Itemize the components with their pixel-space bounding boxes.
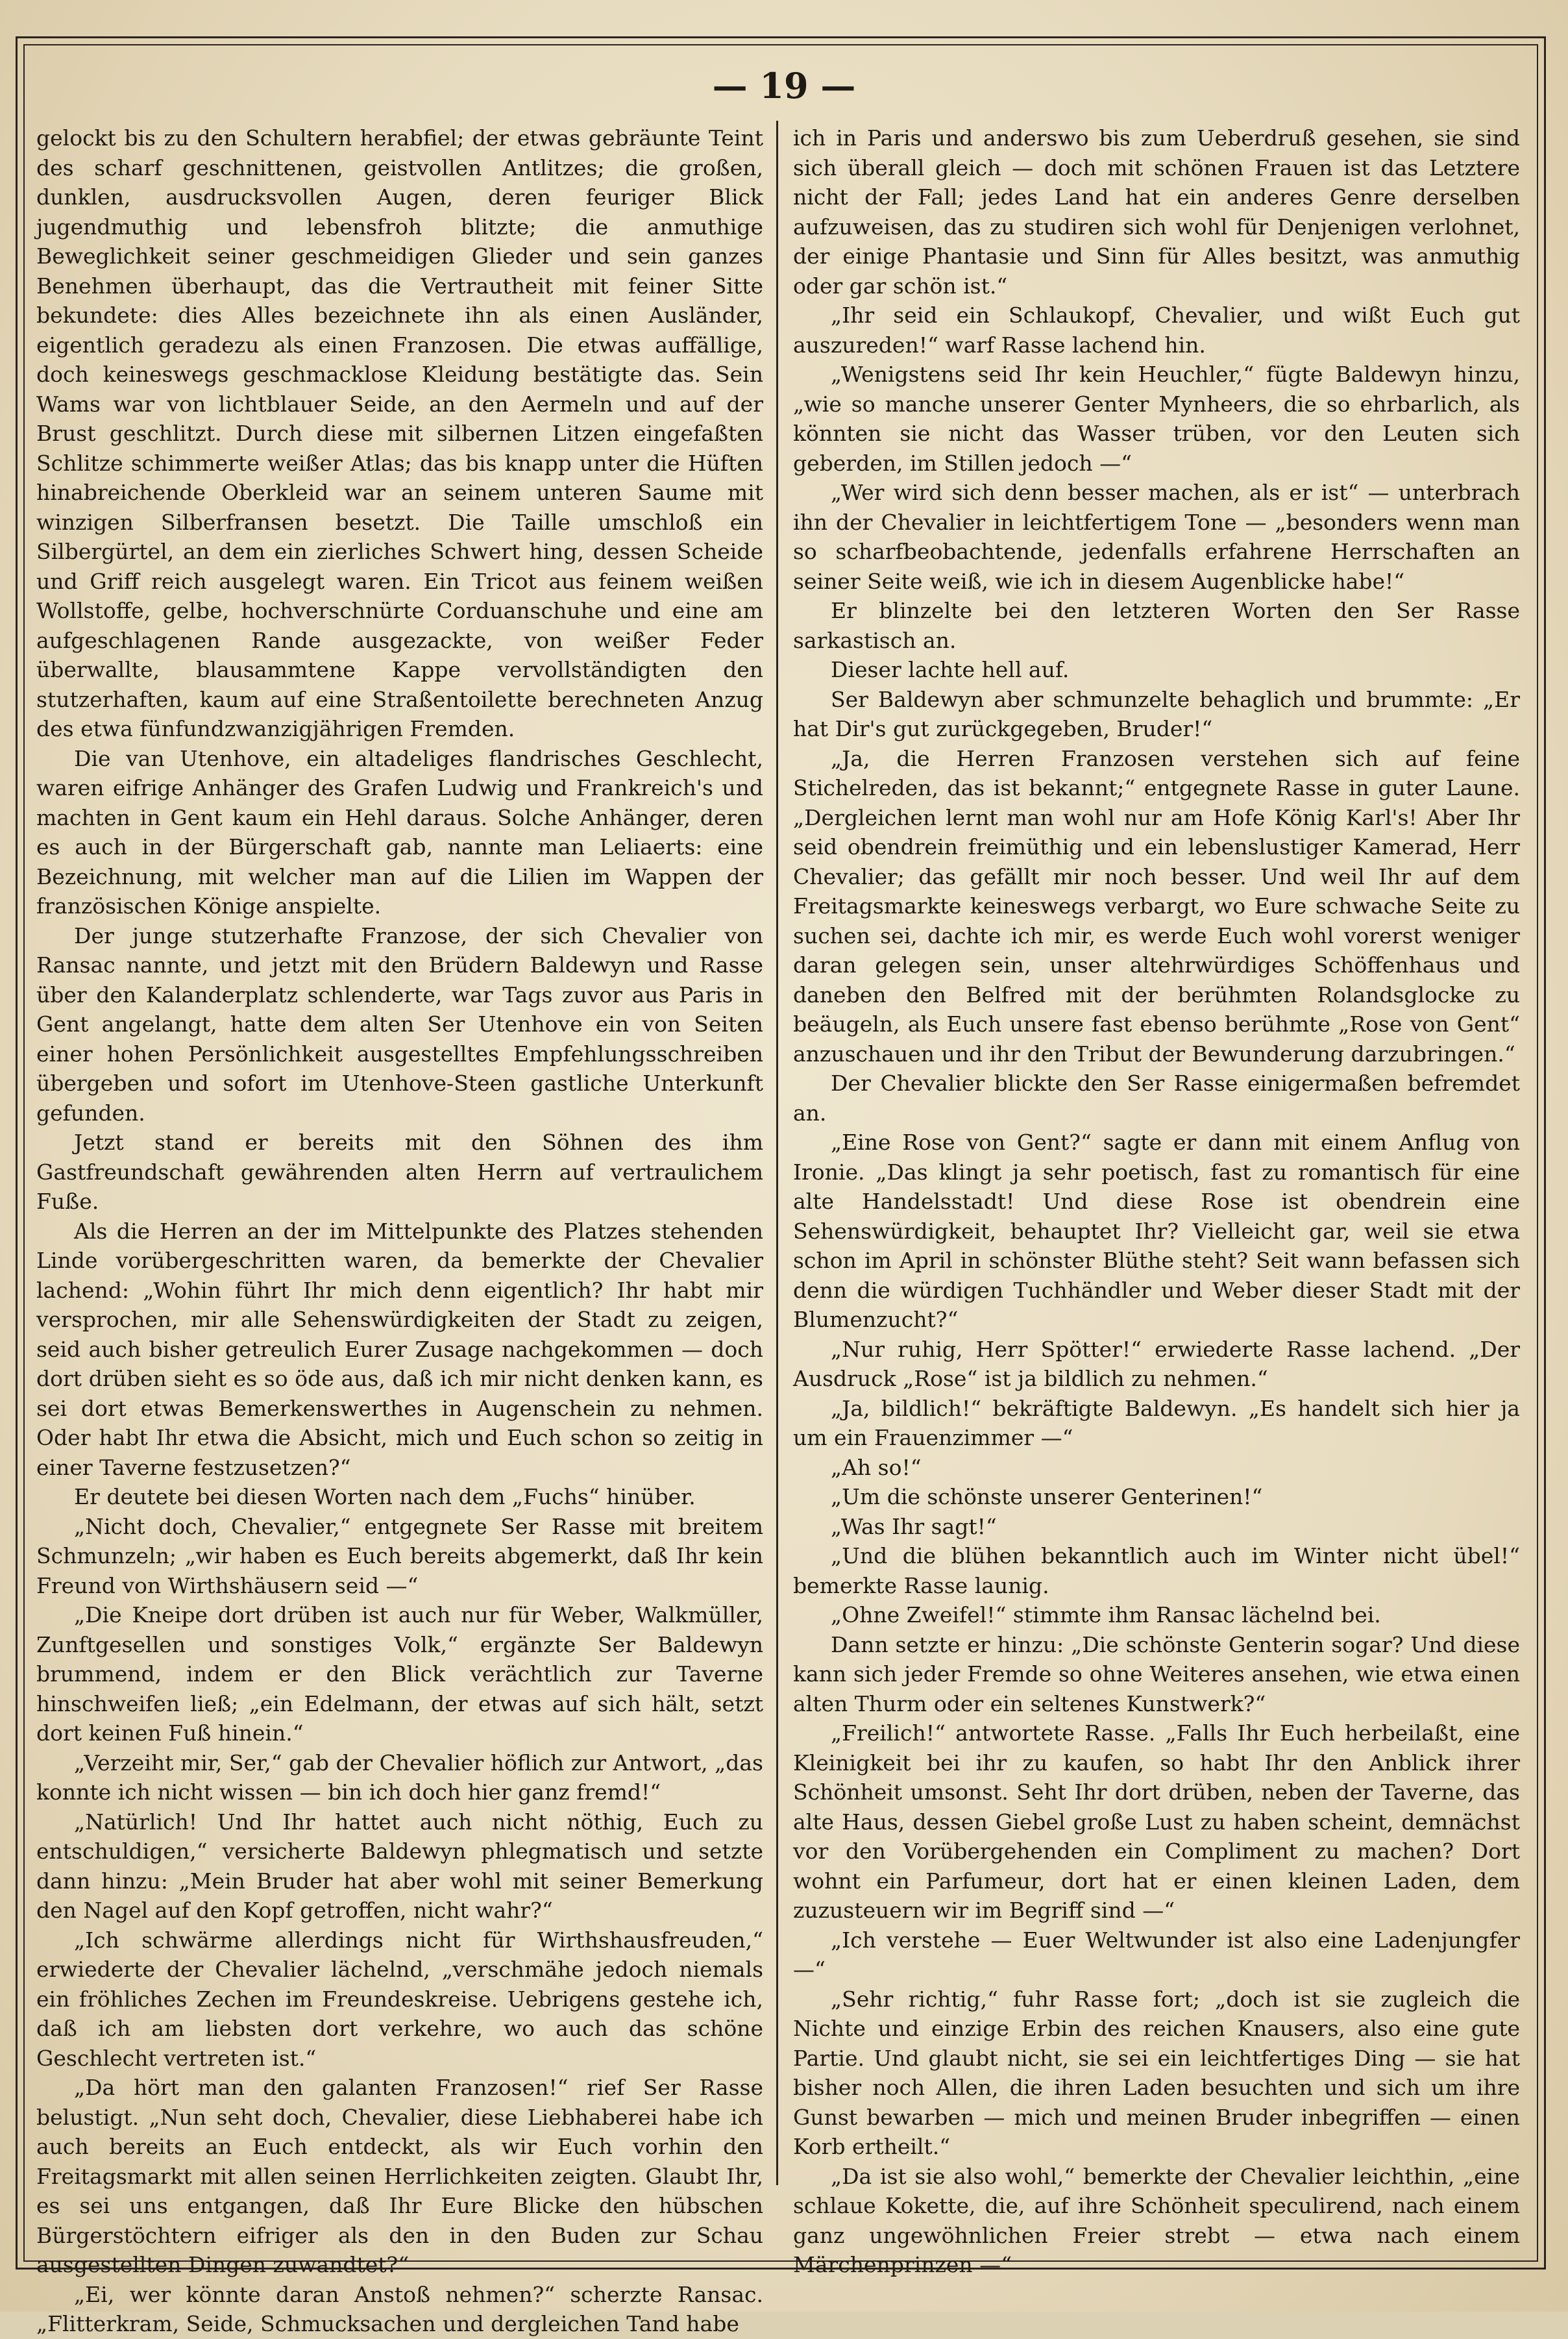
paragraph: „Nicht doch, Chevalier,“ entgegnete Ser Rasse mit breitem Schmunzeln; „wir haben es Euch bereits abgemerkt, daß Ihr kein Freund von Wirthshäusern seid —“ bbox=[36, 1513, 763, 1598]
paragraph: „Freilich!“ antwortete Rasse. „Falls Ihr Euch herbeilaßt, eine Kleinigkeit bei ihr zu kaufen, so habt Ihr den Anblick ihrer Schönheit umsonst. Seht Ihr dort drüben, neben der Taverne, das alte Haus, dessen Giebel große Lust zu haben scheint, demnächst vor den Vorübergehenden ein Compliment zu machen? Dort wohnt ein Parfumeur, dort hat er einen kleinen Laden, dem zuzusteuern wir im Begriff sind —“ bbox=[793, 1720, 1520, 1923]
page-number: — 19 — bbox=[712, 65, 856, 106]
paragraph: „Ich schwärme allerdings nicht für Wirthshausfreuden,“ erwiederte der Chevalier lächelnd, „verschmähe jedoch niemals ein fröhliches Zechen im Freundeskreise. Uebrigens gestehe ich, daß ich am liebsten dort verkehre, wo auch das schöne Geschlecht vertreten ist.“ bbox=[36, 1927, 763, 2071]
paragraph: „Ja, bildlich!“ bekräftigte Baldewyn. „Es handelt sich hier ja um ein Frauenzimmer —“ bbox=[793, 1395, 1520, 1450]
paragraph: Er deutete bei diesen Worten nach dem „Fuchs“ hinüber. bbox=[74, 1484, 696, 1509]
paragraph: „Ei, wer könnte daran Anstoß nehmen?“ scherzte Ransac. „Flitterkram, Seide, Schmucksachen und dergleichen Tand habe bbox=[36, 2281, 763, 2336]
paragraph: ich in Paris und anderswo bis zum Ueberdruß gesehen, sie sind sich überall gleich — doch mit schönen Frauen ist das Letztere nicht der Fall; jedes Land hat ein anderes Genre derselben aufzuweisen, das zu studiren sich wohl für Denjenigen verlohnet, der einige Phantasie und Sinn für Alles besitzt, was anmuthig oder gar schön ist.“ bbox=[793, 125, 1520, 299]
paragraph: Dieser lachte hell auf. bbox=[831, 657, 1070, 682]
paragraph: „Wenigstens seid Ihr kein Heuchler,“ fügte Baldewyn hinzu, „wie so manche unserer Genter Mynheers, die so ehrbarlich, als könnten sie nicht das Wasser trüben, vor den Leuten sich geberden, im Stillen jedoch —“ bbox=[793, 362, 1520, 476]
paragraph: Die van Utenhove, ein altadeliges flandrisches Geschlecht, waren eifrige Anhänger des Grafen Ludwig und Frankreich's und machten in Gent kaum ein Hehl daraus. Solche Anhänger, deren es auch in der Bürgerschaft gab, nannte man Leliaerts: eine Bezeichnung, mit welcher man auf die Lilien im Wappen der französischen Könige anspielte. bbox=[36, 745, 763, 919]
paragraph: Ser Baldewyn aber schmunzelte behaglich und brummte: „Er hat Dir's gut zurückgegeben, Bruder!“ bbox=[793, 686, 1520, 741]
paragraph: „Natürlich! Und Ihr hattet auch nicht nöthig, Euch zu entschuldigen,“ versicherte Baldewyn phlegmatisch und setzte dann hinzu: „Mein Bruder hat aber wohl mit seiner Bemerkung den Nagel auf den Kopf getroffen, nicht wahr?“ bbox=[36, 1809, 763, 1923]
paragraph: Er blinzelte bei den letzteren Worten den Ser Rasse sarkastisch an. bbox=[793, 598, 1520, 653]
paragraph: Als die Herren an der im Mittelpunkte des Platzes stehenden Linde vorübergeschritten waren, da bemerkte der Chevalier lachend: „Wohin führt Ihr mich denn eigentlich? Ihr habt mir versprochen, mir alle Sehenswürdigkeiten der Stadt zu zeigen, seid auch bisher getreulich Eurer Zusage nachgekommen — doch dort drüben sieht es so öde aus, daß ich mir nicht denken kann, es sei dort etwas Bemerkenswerthes in Augenschein zu nehmen. Oder habt Ihr etwa die Absicht, mich und Euch schon so zeitig in einer Taverne festzusetzen?“ bbox=[36, 1218, 763, 1480]
paragraph: Dann setzte er hinzu: „Die schönste Genterin sogar? Und diese kann sich jeder Fremde so ohne Weiteres ansehen, wie etwa einen alten Thurm oder ein seltenes Kunstwerk?“ bbox=[793, 1631, 1520, 1716]
paragraph: „Ihr seid ein Schlaukopf, Chevalier, und wißt Euch gut auszureden!“ warf Rasse lachend hin. bbox=[793, 303, 1520, 358]
column-divider bbox=[776, 121, 778, 2185]
paragraph: „Sehr richtig,“ fuhr Rasse fort; „doch ist sie zugleich die Nichte und einzige Erbin des reichen Knausers, also eine gute Partie. Und glaubt nicht, sie sei ein leichtfertiges Ding — sie hat bisher noch Allen, die ihren Laden besuchten und sich um ihre Gunst bewarben — mich und meinen Bruder inbegriffen — einen Korb ertheilt.“ bbox=[793, 1986, 1520, 2159]
paragraph: „Ich verstehe — Euer Weltwunder ist also eine Ladenjungfer —“ bbox=[793, 1927, 1520, 1982]
paragraph: „Was Ihr sagt!“ bbox=[831, 1513, 997, 1539]
paragraph: „Ohne Zweifel!“ stimmte ihm Ransac lächelnd bei. bbox=[831, 1602, 1381, 1627]
right-column bbox=[793, 123, 1520, 2277]
paragraph: „Die Kneipe dort drüben ist auch nur für Weber, Walkmüller, Zunftgesellen und sonstiges Volk,“ ergänzte Ser Baldewyn brummend, indem er den Blick verächtlich zur Taverne hinschweifen ließ; „ein Edelmann, der etwas auf sich hält, setzt dort keinen Fuß hinein.“ bbox=[36, 1602, 763, 1746]
paragraph: „Ah so!“ bbox=[831, 1454, 922, 1480]
paragraph: „Wer wird sich denn besser machen, als er ist“ — unterbrach ihn der Chevalier in leichtfertigem Tone — „besonders wenn man so scharfbeobachtende, jedenfalls erfahrene Herrschaften an seiner Seite weiß, wie ich in diesem Augenblicke habe!“ bbox=[793, 480, 1520, 594]
paragraph: „Nur ruhig, Herr Spötter!“ erwiederte Rasse lachend. „Der Ausdruck „Rose“ ist ja bildlich zu nehmen.“ bbox=[793, 1336, 1520, 1391]
paragraph: Der junge stutzerhafte Franzose, der sich Chevalier von Ransac nannte, und jetzt mit den Brüdern Baldewyn und Rasse über den Kalanderplatz schlenderte, war Tags zuvor aus Paris in Gent angelangt, hatte dem alten Ser Utenhove ein von Seiten einer hohen Persönlichkeit ausgestelltes Empfehlungsschreiben übergeben und sofort im Utenhove-Steen gastliche Unterkunft gefunden. bbox=[36, 922, 763, 1126]
paragraph: Jetzt stand er bereits mit den Söhnen des ihm Gastfreundschaft gewährenden alten Herrn auf vertraulichem Fuße. bbox=[36, 1130, 763, 1214]
paragraph: „Da ist sie also wohl,“ bemerkte der Chevalier leichthin, „eine schlaue Kokette, die, auf ihre Schönheit speculirend, nach einem ganz ungewöhnlichen Freier strebt — etwa nach einem Märchenprinzen —“ bbox=[793, 2163, 1520, 2277]
paragraph: „Da hört man den galanten Franzosen!“ rief Ser Rasse belustigt. „Nun seht doch, Chevalier, diese Liebhaberei habe ich auch bereits an Euch entdeckt, als wir Euch vorhin den Freitagsmarkt mit allen seinen Herrlichkeiten zeigten. Glaubt Ihr, es sei uns entgangen, daß Ihr Eure Blicke den hübschen Bürgerstöchtern eifriger als den in den Buden zur Schau ausgestellten Dingen zuwandtet?“ bbox=[36, 2075, 763, 2277]
paragraph: „Ja, die Herren Franzosen verstehen sich auf feine Stichelreden, das ist bekannt;“ entgegnete Rasse in guter Laune. „Dergleichen lernt man wohl nur am Hofe König Karl's! Aber Ihr seid obendrein freimüthig und ein lebenslustiger Kamerad, Herr Chevalier; das gefällt mir noch besser. Und weil Ihr auf dem Freitagsmarkte keineswegs verbargt, wo Eure schwache Seite zu suchen sei, dachte ich mir, es werde Euch wohl vorerst weniger daran gelegen sein, unser altehrwürdiges Schöffenhaus und daneben den Belfred mit der berühmten Rolandsglocke zu beäugeln, als Euch unsere fast ebenso berühmte „Rose von Gent“ anzuschauen und ihr den Tribut der Bewunderung darzubringen.“ bbox=[793, 745, 1520, 1067]
paragraph: gelockt bis zu den Schultern herabfiel; der etwas gebräunte Teint des scharf geschnittenen, geistvollen Antlitzes; die großen, dunklen, ausdrucksvollen Augen, deren feuriger Blick jugendmuthig und lebensfroh blitzte; die anmuthige Beweglichkeit seiner geschmeidigen Glieder und sein ganzes Benehmen überhaupt, das die Vertrautheit mit feiner Sitte bekundete: dies Alles bezeichnete ihn als einen Ausländer, eigentlich geradezu als einen Franzosen. Die etwas auffällige, doch keineswegs geschmacklose Kleidung bestätigte das. Sein Wams war von lichtblauer Seide, an den Aermeln und auf der Brust geschlitzt. Durch diese mit silbernen Litzen eingefaßten Schlitze schimmerte weißer Atlas; das bis knapp unter die Hüften hinabreichende Oberkleid war an seinem unteren Saume mit winzigen Silberfransen besetzt. Die Taille umschloß ein Silbergürtel, an dem ein zierliches Schwert hing, dessen Scheide und Griff reich ausgelegt waren. Ein Tricot aus feinem weißen Wollstoffe, gelbe, hochverschnürte Corduanschuhe und eine am aufgeschlagenen Rande ausgezackte, von weißer Feder überwallte, blausammtene Kappe vervollständigten den stutzerhaften, kaum auf eine Straßentoilette berechneten Anzug des etwa fünfundzwanzigjährigen Fremden. bbox=[36, 125, 763, 741]
paragraph: „Und die blühen bekanntlich auch im Winter nicht übel!“ bemerkte Rasse launig. bbox=[793, 1543, 1520, 1598]
paragraph: „Verzeiht mir, Ser,“ gab der Chevalier höflich zur Antwort, „das konnte ich nicht wissen — bin ich doch hier ganz fremd!“ bbox=[36, 1750, 763, 1805]
paragraph: „Um die schönste unserer Genterinen!“ bbox=[831, 1484, 1263, 1509]
paragraph: „Eine Rose von Gent?“ sagte er dann mit einem Anflug von Ironie. „Das klingt ja sehr poetisch, fast zu romantisch für eine alte Handelsstadt! Und diese Rose ist obendrein eine Sehenswürdigkeit, behauptet Ihr? Vielleicht gar, weil sie etwa schon im April in schönster Blüthe steht? Seit wann befassen sich denn die würdigen Tuchhändler und Weber dieser Stadt mit der Blumenzucht?“ bbox=[793, 1130, 1520, 1332]
paragraph: Der Chevalier blickte den Ser Rasse einigermaßen befremdet an. bbox=[793, 1070, 1520, 1126]
left-column bbox=[36, 123, 763, 2336]
